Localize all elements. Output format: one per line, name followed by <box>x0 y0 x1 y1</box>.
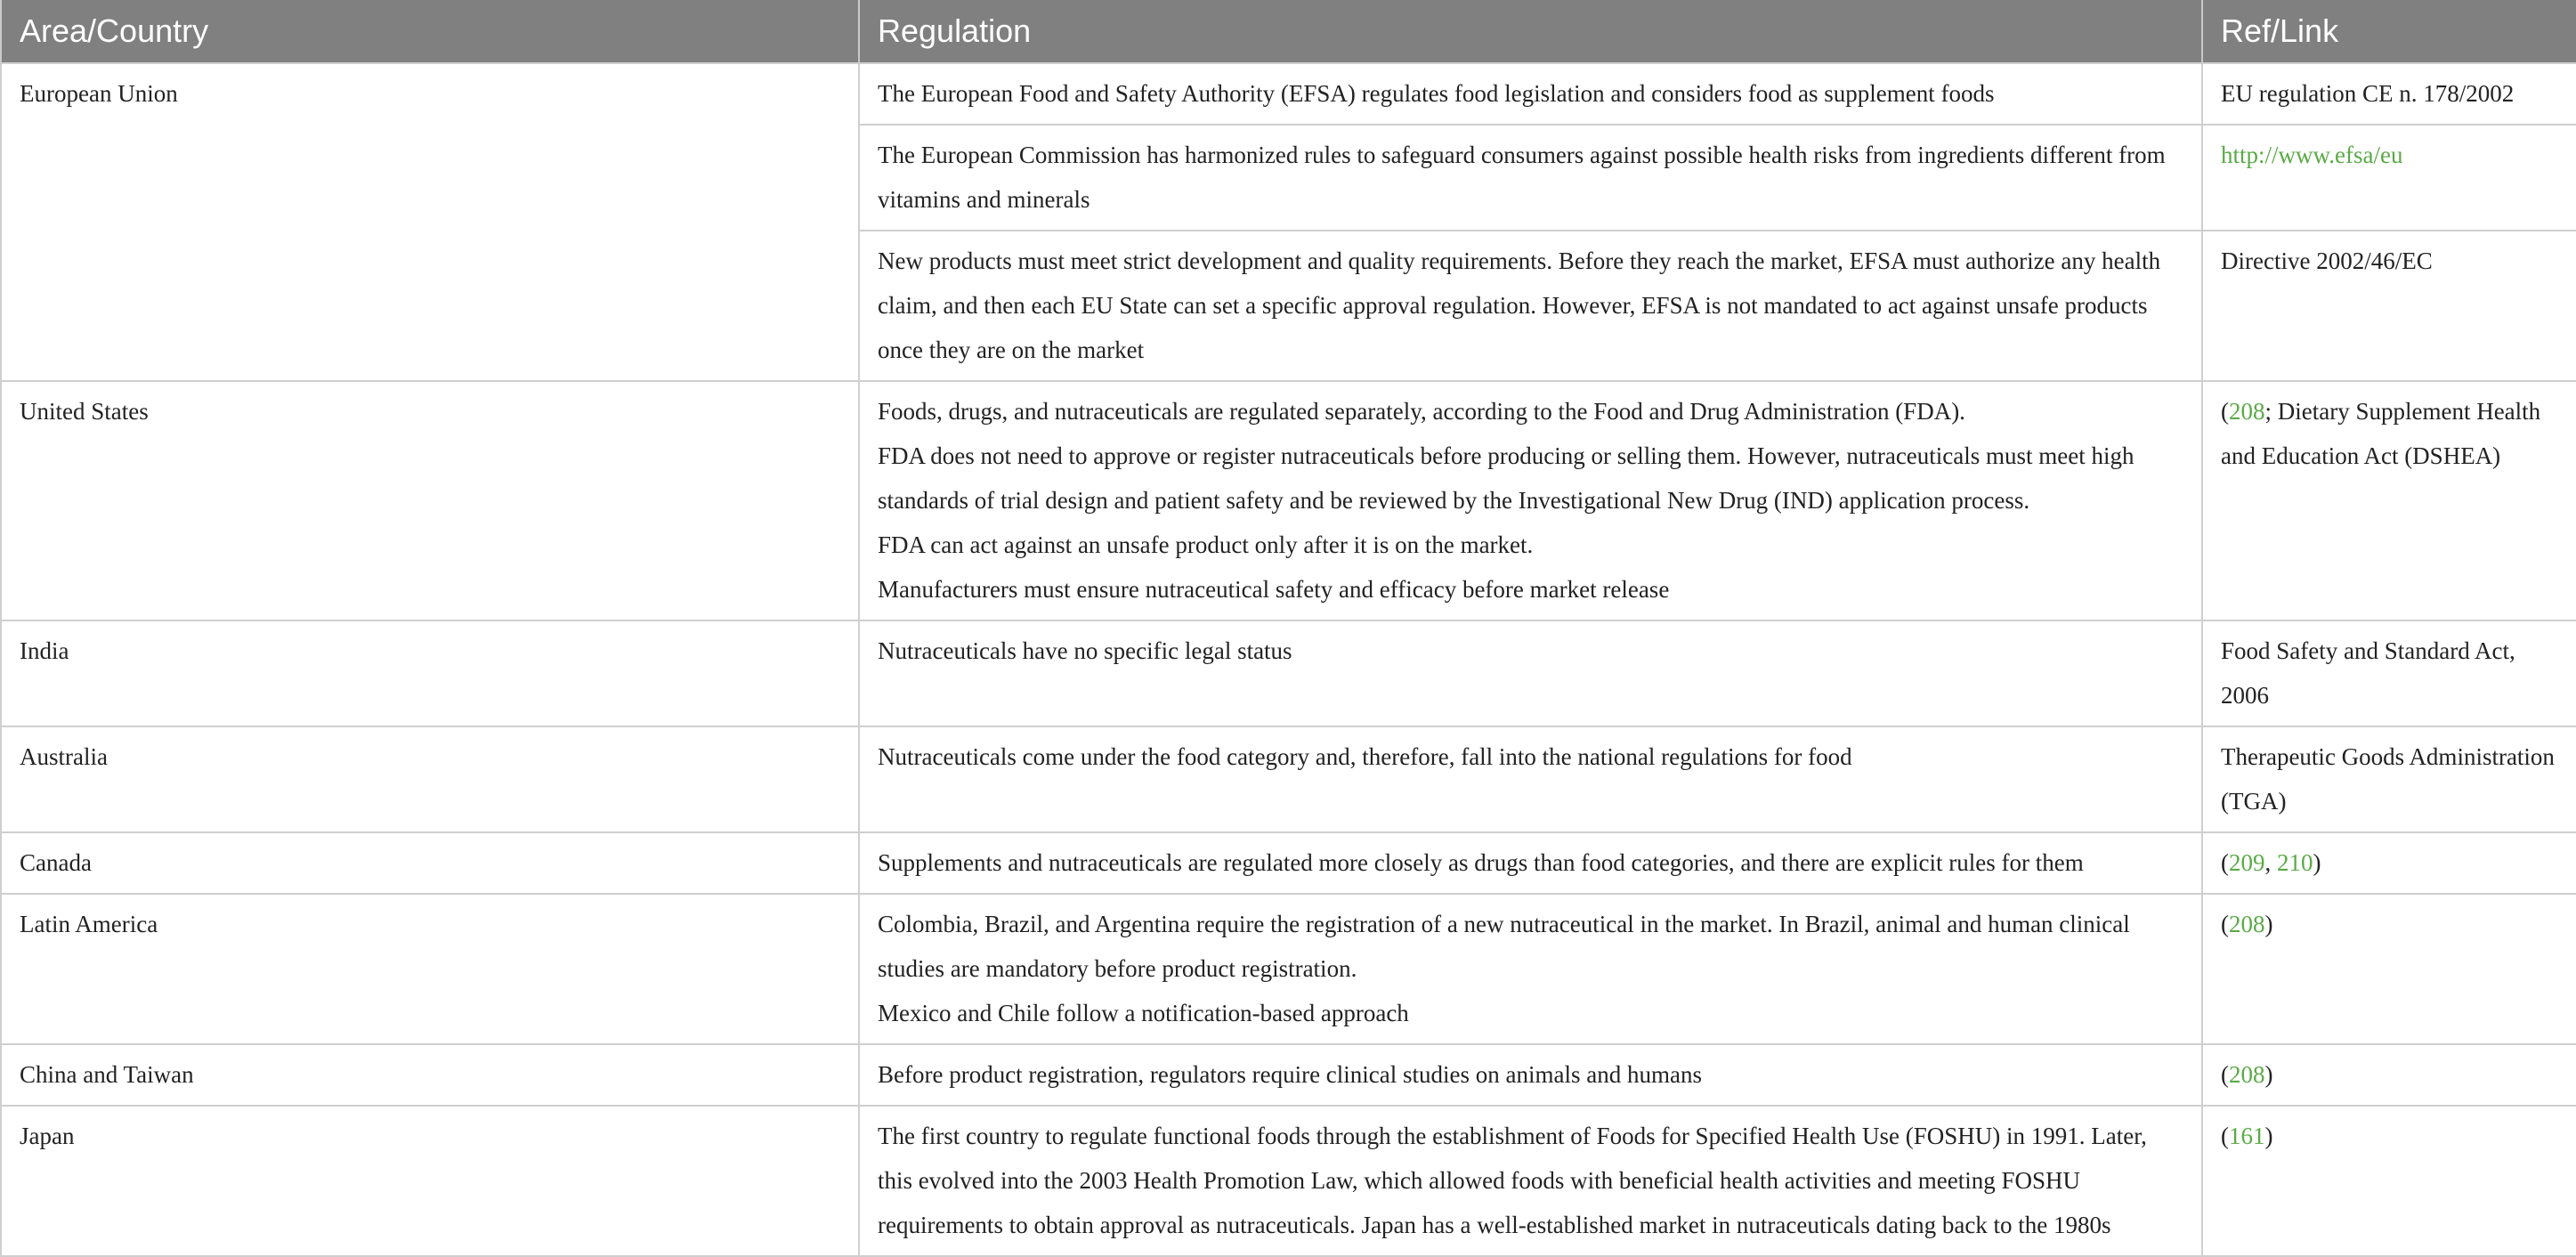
regulation-cell <box>859 125 2202 231</box>
area-cell: Latin America <box>1 894 859 1044</box>
table-row <box>1 63 2576 125</box>
ref-cell <box>2202 231 2576 381</box>
header-ref: Ref/Link <box>2202 0 2576 63</box>
area-cell: China and Taiwan <box>1 1044 859 1106</box>
regulation-text: The first country to regulate functional foods through the establishment of Foods for Specified Health Use (FOSHU) in 1991. Later, this evolved into the 2003 Health Promotion Law, which allowed foods with beneficial health activities and meeting FOSHU requirements to obtain approval as nutraceuticals. Japan has a well-established market in nutraceuticals dating back to the 1980s <box>878 1123 2147 1238</box>
regulation-text: FDA can act against an unsafe product only after it is on the market. <box>878 531 1534 558</box>
citation-link[interactable]: 208 <box>2229 911 2265 937</box>
header-row <box>1 0 2576 63</box>
ref-text: Food Safety and Standard Act, 2006 <box>2221 637 2515 709</box>
paren-open: ( <box>2221 911 2229 937</box>
table-row <box>1 381 2576 620</box>
paren-close: ) <box>2264 1061 2273 1088</box>
ref-cell <box>2202 726 2576 832</box>
regulation-cell <box>859 231 2202 381</box>
citation-link[interactable]: 210 <box>2277 849 2313 876</box>
ref-cell <box>2202 620 2576 726</box>
regulation-text: Mexico and Chile follow a notification-based approach <box>878 1000 1409 1026</box>
regulation-cell <box>859 894 2202 1044</box>
ref-link[interactable]: http://www.efsa/eu <box>2221 142 2403 168</box>
paren-close: ) <box>2264 911 2273 937</box>
paren-close: ) <box>2313 849 2321 876</box>
table-row <box>1 832 2576 894</box>
paren-close: ) <box>2264 1123 2273 1149</box>
ref-cell <box>2202 381 2576 620</box>
regulation-cell <box>859 620 2202 726</box>
paren-open: ( <box>2221 1123 2229 1149</box>
citation-link[interactable]: 161 <box>2229 1123 2265 1149</box>
regulation-text: Colombia, Brazil, and Argentina require the registration of a new nutraceutical in the market. In Brazil, animal and human clinical studies are mandatory before product registration. <box>878 911 2130 982</box>
table-row <box>1 1106 2576 1256</box>
regulation-text: Nutraceuticals have no specific legal status <box>878 637 1292 664</box>
regulation-text: The European Food and Safety Authority (EFSA) regulates food legislation and considers food as supplement foods <box>878 80 1995 107</box>
table-row <box>1 620 2576 726</box>
ref-text: EU regulation CE n. 178/2002 <box>2221 80 2515 107</box>
ref-cell <box>2202 63 2576 125</box>
regulation-cell <box>859 832 2202 894</box>
regulation-cell <box>859 726 2202 832</box>
regulation-text: FDA does not need to approve or register nutraceuticals before producing or selling them. However, nutraceuticals must meet high standards of trial design and patient safety and be reviewed by the Investigational New Drug (IND) application process. <box>878 442 2135 514</box>
ref-cell <box>2202 125 2576 231</box>
area-cell: United States <box>1 381 859 620</box>
regulation-text: Supplements and nutraceuticals are regulated more closely as drugs than food categories, and there are explicit rules for them <box>878 849 2084 876</box>
regulation-cell <box>859 381 2202 620</box>
ref-cell <box>2202 1106 2576 1256</box>
regulation-text: Foods, drugs, and nutraceuticals are regulated separately, according to the Food and Drug Administration (FDA). <box>878 398 1965 425</box>
paren-open: ( <box>2221 398 2229 425</box>
area-cell: European Union <box>1 63 859 381</box>
citation-link[interactable]: 208 <box>2229 398 2265 425</box>
area-cell: Australia <box>1 726 859 832</box>
area-cell: India <box>1 620 859 726</box>
header-area: Area/Country <box>1 0 859 63</box>
regulation-text: New products must meet strict development and quality requirements. Before they reach the market, EFSA must authorize any health claim, and then each EU State can set a specific approval regulation. However, EFSA is not mandated to act against unsafe products once they are on the market <box>878 247 2161 363</box>
regulation-text: Before product registration, regulators require clinical studies on animals and humans <box>878 1061 1702 1088</box>
paren-open: ( <box>2221 1061 2229 1088</box>
ref-text: Directive 2002/46/EC <box>2221 247 2433 274</box>
area-cell: Japan <box>1 1106 859 1256</box>
regulation-text: The European Commission has harmonized rules to safeguard consumers against possible health risks from ingredients different from vitamins and minerals <box>878 142 2166 213</box>
header-regulation: Regulation <box>859 0 2202 63</box>
table-row <box>1 1044 2576 1106</box>
citation-separator: , <box>2264 849 2277 876</box>
regulation-text: Manufacturers must ensure nutraceutical safety and efficacy before market release <box>878 576 1670 603</box>
ref-text: ; Dietary Supplement Health and Education Act (DSHEA) <box>2221 398 2541 469</box>
table-row <box>1 894 2576 1044</box>
area-cell: Canada <box>1 832 859 894</box>
citation-link[interactable]: 208 <box>2229 1061 2265 1088</box>
ref-cell <box>2202 894 2576 1044</box>
regulation-cell <box>859 1044 2202 1106</box>
ref-cell <box>2202 832 2576 894</box>
ref-cell <box>2202 1044 2576 1106</box>
table-row <box>1 726 2576 832</box>
paren-open: ( <box>2221 849 2229 876</box>
ref-text: Therapeutic Goods Administration (TGA) <box>2221 743 2555 815</box>
regulation-cell <box>859 1106 2202 1256</box>
regulation-text: Nutraceuticals come under the food category and, therefore, fall into the national regulations for food <box>878 743 1852 770</box>
regulation-cell <box>859 63 2202 125</box>
citation-link[interactable]: 209 <box>2229 849 2265 876</box>
